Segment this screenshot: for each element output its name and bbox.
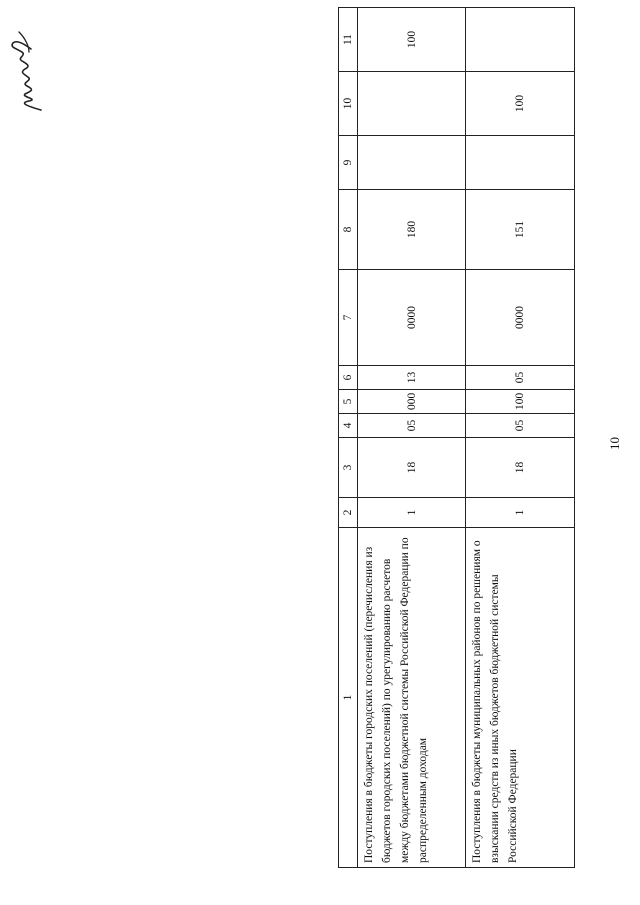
table-cell: 0000: [358, 270, 466, 366]
table-cell: [358, 72, 466, 136]
budget-classification-table: [338, 7, 575, 868]
table-cell: 180: [358, 190, 466, 270]
table-cell: 0000: [466, 270, 575, 366]
table-cell: 05: [358, 414, 466, 438]
table-cell: [358, 136, 466, 190]
table-cell: 18: [358, 438, 466, 498]
column-header: 6: [339, 366, 358, 390]
handwritten-signature: [5, 28, 50, 112]
table-cell: 100: [358, 8, 466, 72]
table-row: [358, 8, 466, 868]
table-header-row: [339, 8, 358, 868]
table-cell: 000: [358, 390, 466, 414]
table-cell: 100: [466, 72, 575, 136]
column-header: 3: [339, 438, 358, 498]
column-header: 11: [339, 8, 358, 72]
column-header: 7: [339, 270, 358, 366]
table-cell: 1: [358, 498, 466, 528]
table-cell: 05: [466, 366, 575, 390]
table-cell: [466, 136, 575, 190]
table-cell: [466, 8, 575, 72]
column-header: 5: [339, 390, 358, 414]
table-cell: 05: [466, 414, 575, 438]
page-number: 10: [607, 437, 622, 450]
column-header: 10: [339, 72, 358, 136]
column-header: 4: [339, 414, 358, 438]
column-header: 1: [339, 528, 358, 868]
table-cell: 13: [358, 366, 466, 390]
table-cell: 151: [466, 190, 575, 270]
column-header: 8: [339, 190, 358, 270]
table-cell: 1: [466, 498, 575, 528]
row-description: Поступления в бюджеты муниципальных районов по решениям о взыскании средств из иных бюджетов бюджетной системы Российской Федерации: [466, 528, 575, 868]
column-header: 9: [339, 136, 358, 190]
table-row: [466, 8, 575, 868]
table-cell: 18: [466, 438, 575, 498]
row-description: Поступления в бюджеты городских поселений (перечисления из бюджетов городских поселений) по урегулированию расчетов между бюджетами бюджетной системы Российской Федерации по распределенным доходам: [358, 528, 466, 868]
table-cell: 100: [466, 390, 575, 414]
column-header: 2: [339, 498, 358, 528]
